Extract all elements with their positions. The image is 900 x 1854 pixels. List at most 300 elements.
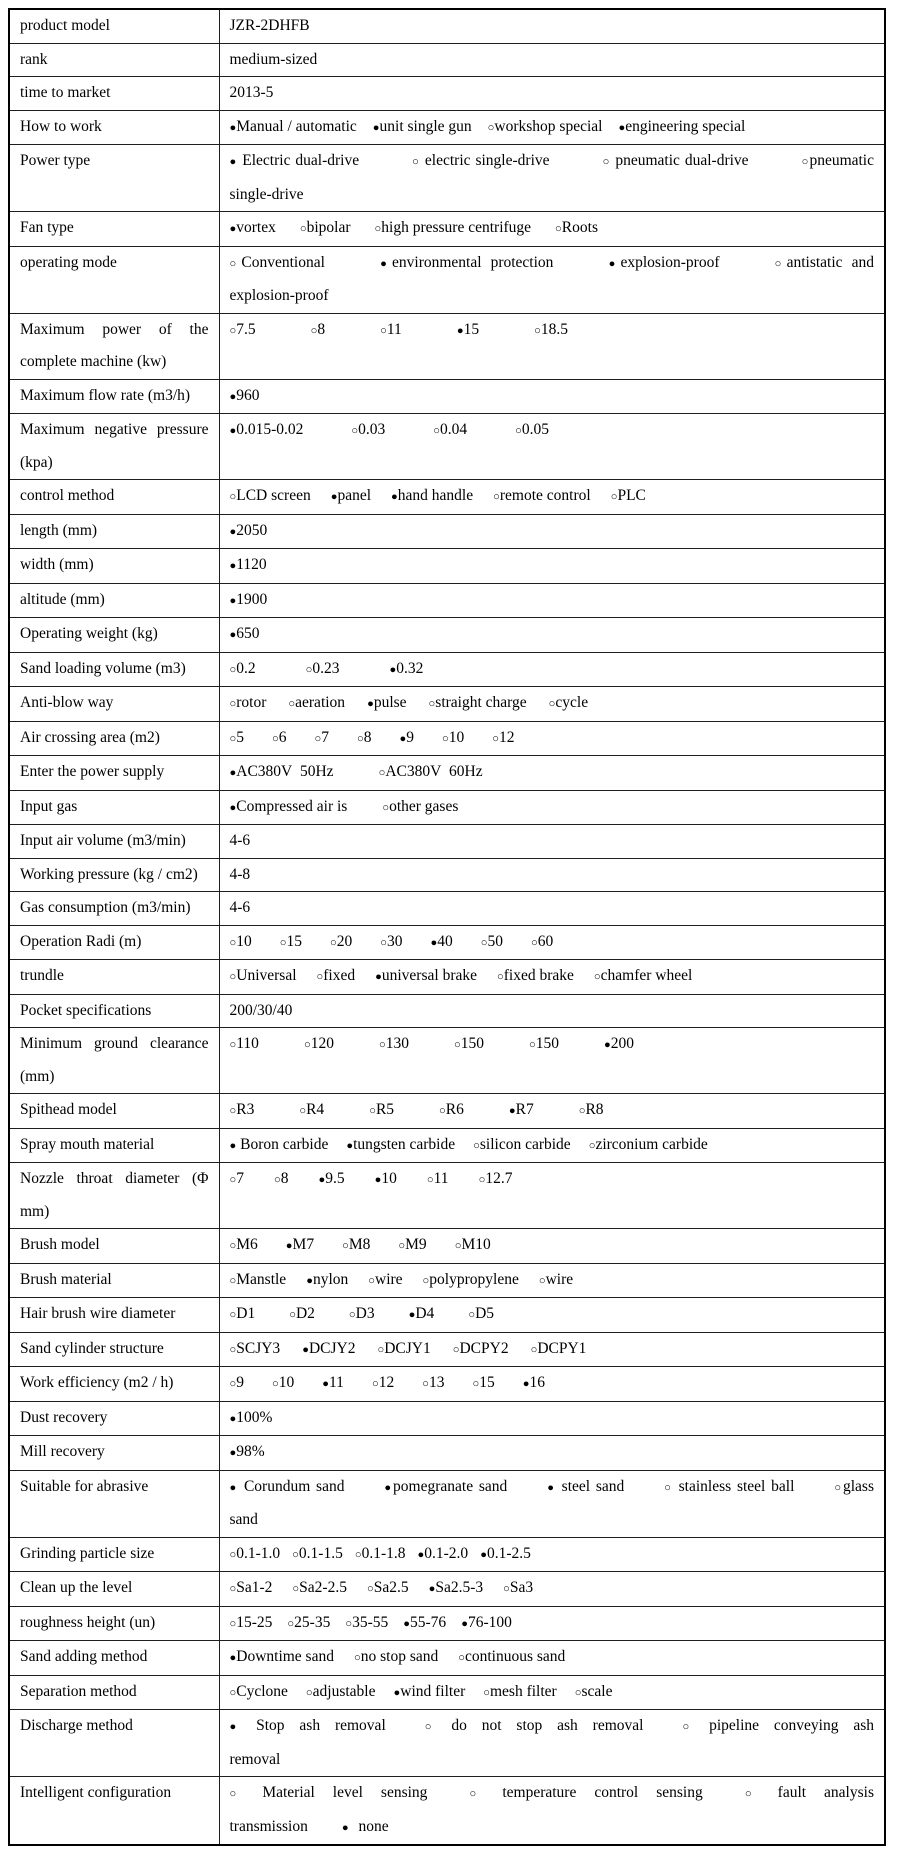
spec-row-label: Clean up the level xyxy=(9,1572,219,1607)
spec-row-label: Maximum flow rate (m3/h) xyxy=(9,379,219,414)
option-unselected: ○DCJY1 xyxy=(377,1339,431,1357)
option-unselected: ○scale xyxy=(574,1682,613,1700)
option-selected: ●DCJY2 xyxy=(302,1339,356,1357)
empty-circle-icon: ○ xyxy=(229,698,237,710)
option-unselected: ○workshop special xyxy=(487,117,603,135)
spec-row-value: 200/30/40 xyxy=(219,994,885,1028)
option-selected: ●0.32 xyxy=(389,659,424,677)
filled-circle-icon: ● xyxy=(346,1139,354,1152)
spec-row-value xyxy=(219,1675,885,1710)
empty-circle-icon: ○ xyxy=(305,663,313,676)
option-unselected: ○12 xyxy=(492,728,515,746)
empty-circle-icon: ○ xyxy=(292,1548,299,1561)
option-unselected: ○Universal xyxy=(229,967,297,984)
option-unselected: ○0.04 xyxy=(433,421,468,438)
empty-circle-icon: ○ xyxy=(593,971,601,983)
spec-row-label: Nozzle throat diameter (Φ mm) xyxy=(9,1163,219,1229)
option-unselected: ○DCPY1 xyxy=(530,1339,587,1357)
option-selected: ●Sa2.5-3 xyxy=(428,1579,484,1596)
option-unselected: ○glass sand xyxy=(229,1477,874,1528)
empty-circle-icon: ○ xyxy=(483,1686,490,1699)
option-unselected: ○15 xyxy=(279,932,302,950)
option-selected: ●11 xyxy=(322,1374,344,1391)
spec-row-value xyxy=(219,652,885,687)
empty-circle-icon: ○ xyxy=(503,1583,510,1595)
option-selected: ●0.015-0.02 xyxy=(229,421,304,438)
empty-circle-icon: ○ xyxy=(229,663,237,676)
filled-circle-icon: ● xyxy=(480,1548,487,1561)
spec-row-label: roughness height (un) xyxy=(9,1606,219,1641)
empty-circle-icon: ○ xyxy=(357,732,364,745)
option-unselected: ○8 xyxy=(274,1170,289,1187)
option-selected: ●55-76 xyxy=(403,1613,447,1631)
option-unselected: ○aeration xyxy=(288,694,346,711)
option-unselected: ○D3 xyxy=(348,1305,375,1322)
empty-circle-icon: ○ xyxy=(310,324,318,337)
option-selected: ●panel xyxy=(330,487,372,504)
spec-row-label: product model xyxy=(9,9,219,43)
empty-circle-icon: ○ xyxy=(442,732,449,745)
empty-circle-icon: ○ xyxy=(487,121,495,134)
filled-circle-icon: ● xyxy=(374,1174,382,1186)
empty-circle-icon: ○ xyxy=(354,1548,362,1561)
option-unselected: ○10 xyxy=(272,1374,295,1391)
option-unselected: ○ pipeline conveying ash removal xyxy=(229,1717,874,1768)
empty-circle-icon: ○ xyxy=(452,1343,460,1356)
empty-circle-icon: ○ xyxy=(426,1174,434,1186)
spec-row-value xyxy=(219,514,885,549)
empty-circle-icon: ○ xyxy=(229,1240,237,1252)
spec-row-value: medium-sized xyxy=(219,43,885,77)
option-unselected: ○50 xyxy=(480,932,503,950)
filled-circle-icon: ● xyxy=(603,1039,611,1051)
filled-circle-icon: ● xyxy=(306,1274,313,1287)
option-unselected: ○wire xyxy=(368,1270,403,1288)
filled-circle-icon: ● xyxy=(229,525,237,538)
empty-circle-icon: ○ xyxy=(588,1139,596,1152)
filled-circle-icon: ● xyxy=(229,425,237,437)
spec-row-label: Operation Radi (m) xyxy=(9,925,219,960)
option-unselected: ○10 xyxy=(229,932,252,950)
option-selected: ●vortex xyxy=(229,219,276,236)
empty-circle-icon: ○ xyxy=(493,491,500,503)
option-unselected: ○110 xyxy=(229,1035,259,1052)
table-row xyxy=(9,1572,885,1607)
spec-row-value: JZR-2DHFB xyxy=(219,9,885,43)
filled-circle-icon: ● xyxy=(372,121,380,134)
filled-circle-icon: ● xyxy=(508,1105,516,1117)
empty-circle-icon: ○ xyxy=(314,732,322,745)
table-row xyxy=(9,549,885,584)
option-unselected: ○10 xyxy=(442,728,465,746)
empty-circle-icon: ○ xyxy=(299,1105,307,1117)
spec-row-value xyxy=(219,1470,885,1537)
spec-table-body xyxy=(9,9,885,1845)
spec-row-label: control method xyxy=(9,480,219,515)
option-unselected: ○0.1-1.8 xyxy=(354,1544,406,1562)
spec-row-label: Grinding particle size xyxy=(9,1537,219,1572)
option-unselected: ○ electric single-drive xyxy=(411,152,550,169)
option-unselected: ○M9 xyxy=(398,1236,427,1253)
spec-row-label: time to market xyxy=(9,77,219,111)
spec-row-value xyxy=(219,1572,885,1607)
filled-circle-icon: ● xyxy=(229,121,237,134)
option-selected: ● Corundum sand xyxy=(229,1477,345,1495)
option-selected: ●200 xyxy=(603,1035,634,1052)
empty-circle-icon: ○ xyxy=(229,1583,237,1595)
empty-circle-icon: ○ xyxy=(398,1240,406,1252)
option-unselected: ○12 xyxy=(371,1374,395,1391)
empty-circle-icon: ○ xyxy=(272,732,279,745)
empty-circle-icon: ○ xyxy=(287,1617,295,1630)
spec-row-value xyxy=(219,1332,885,1367)
option-unselected: ○wire xyxy=(538,1270,574,1288)
option-unselected: ○R4 xyxy=(299,1101,325,1118)
option-unselected: ○R5 xyxy=(369,1101,395,1118)
spec-row-label: trundle xyxy=(9,960,219,995)
option-selected: ●9.5 xyxy=(318,1170,345,1187)
spec-row-label: Sand loading volume (m3) xyxy=(9,652,219,687)
option-selected: ●engineering special xyxy=(618,117,746,135)
option-unselected: ○mesh filter xyxy=(483,1682,557,1700)
option-selected: ● Electric dual-drive xyxy=(229,152,360,169)
empty-circle-icon: ○ xyxy=(411,156,420,168)
table-row xyxy=(9,994,885,1028)
option-unselected: ○11 xyxy=(426,1170,449,1187)
table-row xyxy=(9,313,885,379)
table-row xyxy=(9,1710,885,1777)
option-unselected: ○20 xyxy=(330,932,353,950)
option-selected: ●0.1-2.5 xyxy=(480,1544,531,1562)
empty-circle-icon: ○ xyxy=(601,156,611,168)
table-row xyxy=(9,1094,885,1129)
option-selected: ●pomegranate sand xyxy=(382,1477,508,1495)
option-selected: ●650 xyxy=(229,625,260,642)
option-selected: ●15 xyxy=(456,320,480,338)
empty-circle-icon: ○ xyxy=(555,223,562,235)
filled-circle-icon: ● xyxy=(229,1447,237,1459)
empty-circle-icon: ○ xyxy=(662,1481,673,1494)
empty-circle-icon: ○ xyxy=(769,257,787,270)
empty-circle-icon: ○ xyxy=(736,1788,760,1800)
table-row xyxy=(9,1436,885,1471)
empty-circle-icon: ○ xyxy=(382,801,390,814)
filled-circle-icon: ● xyxy=(618,121,626,134)
empty-circle-icon: ○ xyxy=(305,1686,313,1699)
empty-circle-icon: ○ xyxy=(378,1039,386,1051)
option-unselected: ○ Material level sensing xyxy=(229,1784,428,1801)
option-selected: ●hand handle xyxy=(391,487,474,504)
spec-row-label: altitude (mm) xyxy=(9,583,219,618)
filled-circle-icon: ● xyxy=(522,1378,530,1390)
option-unselected: ○Roots xyxy=(555,219,598,236)
empty-circle-icon: ○ xyxy=(274,1174,281,1186)
empty-circle-icon: ○ xyxy=(229,1343,237,1356)
option-unselected: ○Sa1-2 xyxy=(229,1579,273,1596)
empty-circle-icon: ○ xyxy=(229,1378,237,1390)
empty-circle-icon: ○ xyxy=(439,1105,446,1117)
option-unselected: ○Sa3 xyxy=(503,1579,534,1596)
option-selected: ● Stop ash removal xyxy=(229,1717,386,1734)
empty-circle-icon: ○ xyxy=(472,1378,480,1390)
empty-circle-icon: ○ xyxy=(515,425,522,437)
empty-circle-icon: ○ xyxy=(530,1343,538,1356)
option-selected: ●2050 xyxy=(229,521,268,539)
spec-row-value xyxy=(219,1777,885,1846)
option-unselected: ○150 xyxy=(453,1035,484,1052)
product-spec-table xyxy=(8,8,886,1846)
option-unselected: ○Sa2-2.5 xyxy=(292,1579,347,1596)
option-selected: ●1900 xyxy=(229,590,268,608)
empty-circle-icon: ○ xyxy=(454,1240,462,1252)
spec-row-value xyxy=(219,1229,885,1264)
table-row xyxy=(9,1263,885,1298)
spec-row-label: Dust recovery xyxy=(9,1401,219,1436)
spec-row-label: Work efficiency (m2 / h) xyxy=(9,1367,219,1402)
empty-circle-icon: ○ xyxy=(480,936,488,949)
spec-row-value: 4-8 xyxy=(219,858,885,892)
empty-circle-icon: ○ xyxy=(353,1652,361,1664)
filled-circle-icon: ● xyxy=(229,1652,237,1664)
table-row xyxy=(9,825,885,859)
table-row xyxy=(9,1163,885,1229)
spec-row-label: Anti-blow way xyxy=(9,687,219,722)
spec-row-value xyxy=(219,1436,885,1471)
empty-circle-icon: ○ xyxy=(366,1583,374,1595)
empty-circle-icon: ○ xyxy=(289,1309,296,1321)
empty-circle-icon: ○ xyxy=(422,1378,429,1390)
spec-row-label: Input air volume (m3/min) xyxy=(9,825,219,859)
empty-circle-icon: ○ xyxy=(279,936,287,949)
spec-row-value xyxy=(219,480,885,515)
table-row xyxy=(9,925,885,960)
empty-circle-icon: ○ xyxy=(229,1548,237,1561)
option-selected: ●explosion-proof xyxy=(603,253,720,271)
option-unselected: ○other gases xyxy=(382,797,459,815)
empty-circle-icon: ○ xyxy=(528,1039,536,1051)
option-unselected: ○remote control xyxy=(493,487,591,504)
table-row xyxy=(9,652,885,687)
option-unselected: ○adjustable xyxy=(305,1682,376,1700)
empty-circle-icon: ○ xyxy=(380,936,387,949)
filled-circle-icon: ● xyxy=(229,1412,237,1425)
empty-circle-icon: ○ xyxy=(229,1309,237,1321)
filled-circle-icon: ● xyxy=(229,560,237,572)
spec-row-value xyxy=(219,960,885,995)
option-unselected: ○straight charge xyxy=(428,694,527,711)
option-selected: ●960 xyxy=(229,386,260,404)
table-row xyxy=(9,892,885,926)
option-selected: ●100% xyxy=(229,1408,273,1426)
empty-circle-icon: ○ xyxy=(288,698,296,710)
table-row xyxy=(9,110,885,145)
filled-circle-icon: ● xyxy=(318,1174,326,1186)
filled-circle-icon: ● xyxy=(229,1481,239,1494)
option-selected: ● steel sand xyxy=(545,1477,625,1495)
option-unselected: ○pneumatic single-drive xyxy=(229,152,874,203)
option-unselected: ○7.5 xyxy=(229,320,256,338)
filled-circle-icon: ● xyxy=(382,1481,394,1494)
option-unselected: ○rotor xyxy=(229,694,267,711)
option-unselected: ○0.23 xyxy=(305,659,340,677)
filled-circle-icon: ● xyxy=(229,156,238,168)
option-unselected: ○Manstle xyxy=(229,1270,287,1288)
spec-row-label: Spray mouth material xyxy=(9,1128,219,1163)
empty-circle-icon: ○ xyxy=(378,767,386,779)
option-selected: ● Boron carbide xyxy=(229,1135,329,1153)
empty-circle-icon: ○ xyxy=(428,698,436,710)
option-selected: ●nylon xyxy=(306,1270,349,1288)
empty-circle-icon: ○ xyxy=(229,1686,237,1699)
option-selected: ●Compressed air is xyxy=(229,797,348,815)
option-unselected: ○PLC xyxy=(610,487,646,504)
option-unselected: ○ stainless steel ball xyxy=(662,1477,795,1495)
option-selected: ●40 xyxy=(430,932,453,950)
empty-circle-icon: ○ xyxy=(461,1788,485,1800)
spec-row-label: Minimum ground clearance (mm) xyxy=(9,1028,219,1094)
option-unselected: ○ do not stop ash removal xyxy=(419,1717,644,1734)
option-unselected: ○LCD screen xyxy=(229,487,311,504)
spec-row-value xyxy=(219,1163,885,1229)
option-unselected: ○15 xyxy=(472,1374,495,1391)
empty-circle-icon: ○ xyxy=(574,1686,582,1699)
spec-row-label: Discharge method xyxy=(9,1710,219,1777)
empty-circle-icon: ○ xyxy=(473,1139,480,1152)
empty-circle-icon: ○ xyxy=(800,156,810,168)
option-unselected: ○150 xyxy=(528,1035,559,1052)
option-unselected: ○bipolar xyxy=(299,219,351,236)
table-row xyxy=(9,1401,885,1436)
option-selected: ●0.1-2.0 xyxy=(417,1544,469,1562)
filled-circle-icon: ● xyxy=(229,390,237,403)
option-unselected: ○R8 xyxy=(578,1101,604,1118)
empty-circle-icon: ○ xyxy=(832,1481,843,1494)
option-unselected: ○DCPY2 xyxy=(452,1339,509,1357)
spec-row-value: 2013-5 xyxy=(219,77,885,111)
filled-circle-icon: ● xyxy=(417,1548,425,1561)
empty-circle-icon: ○ xyxy=(578,1105,586,1117)
spec-row-label: Intelligent configuration xyxy=(9,1777,219,1846)
spec-row-label: Maximum negative pressure (kpa) xyxy=(9,414,219,480)
table-row xyxy=(9,1675,885,1710)
spec-row-value xyxy=(219,583,885,618)
option-unselected: ○AC380V 60Hz xyxy=(378,763,483,780)
option-selected: ●tungsten carbide xyxy=(346,1135,456,1153)
spec-row-value xyxy=(219,721,885,756)
spec-row-label: Power type xyxy=(9,145,219,212)
option-unselected: ○5 xyxy=(229,728,244,746)
table-row xyxy=(9,480,885,515)
empty-circle-icon: ○ xyxy=(458,1652,465,1664)
filled-circle-icon: ● xyxy=(341,1821,349,1834)
empty-circle-icon: ○ xyxy=(229,936,237,949)
spec-row-label: Spithead model xyxy=(9,1094,219,1129)
option-unselected: ○R3 xyxy=(229,1101,255,1118)
option-selected: ●unit single gun xyxy=(372,117,472,135)
option-unselected: ○M8 xyxy=(342,1236,371,1253)
empty-circle-icon: ○ xyxy=(468,1309,476,1321)
spec-row-value xyxy=(219,1367,885,1402)
option-unselected: ○130 xyxy=(378,1035,409,1052)
spec-row-label: length (mm) xyxy=(9,514,219,549)
option-unselected: ○D1 xyxy=(229,1305,256,1322)
table-row xyxy=(9,77,885,111)
empty-circle-icon: ○ xyxy=(492,732,499,745)
option-unselected: ○continuous sand xyxy=(458,1648,566,1665)
empty-circle-icon: ○ xyxy=(229,1274,237,1287)
option-unselected: ○high pressure centrifuge xyxy=(374,219,532,236)
empty-circle-icon: ○ xyxy=(229,1039,237,1051)
option-unselected: ○no stop sand xyxy=(353,1648,439,1665)
option-unselected: ○Conventional xyxy=(229,253,325,271)
option-unselected: ○0.05 xyxy=(515,421,550,438)
empty-circle-icon: ○ xyxy=(419,1721,437,1733)
option-unselected: ○fixed xyxy=(316,967,356,984)
option-unselected: ○cycle xyxy=(548,694,589,711)
option-unselected: ○Sa2.5 xyxy=(366,1579,409,1596)
table-row xyxy=(9,43,885,77)
spec-row-value xyxy=(219,145,885,212)
empty-circle-icon: ○ xyxy=(229,1105,237,1117)
empty-circle-icon: ○ xyxy=(299,223,307,235)
spec-row-value xyxy=(219,110,885,145)
filled-circle-icon: ● xyxy=(603,257,621,270)
spec-row-value xyxy=(219,1263,885,1298)
option-unselected: ○chamfer wheel xyxy=(593,967,693,984)
option-unselected: ○ fault analysis transmission xyxy=(229,1784,874,1835)
spec-row-value xyxy=(219,414,885,480)
empty-circle-icon: ○ xyxy=(548,698,556,710)
spec-row-value xyxy=(219,1606,885,1641)
empty-circle-icon: ○ xyxy=(229,1617,237,1630)
option-unselected: ○SCJY3 xyxy=(229,1339,281,1357)
filled-circle-icon: ● xyxy=(229,223,237,235)
option-selected: ●pulse xyxy=(367,694,407,711)
empty-circle-icon: ○ xyxy=(377,1343,385,1356)
option-unselected: ○D5 xyxy=(468,1305,495,1322)
spec-row-value xyxy=(219,925,885,960)
option-unselected: ○13 xyxy=(422,1374,445,1391)
spec-row-label: Brush material xyxy=(9,1263,219,1298)
table-row xyxy=(9,212,885,247)
option-unselected: ○7 xyxy=(229,1170,244,1187)
spec-row-label: Gas consumption (m3/min) xyxy=(9,892,219,926)
empty-circle-icon: ○ xyxy=(348,1309,356,1321)
option-unselected: ○8 xyxy=(310,320,326,338)
table-row xyxy=(9,379,885,414)
spec-row-label: Fan type xyxy=(9,212,219,247)
filled-circle-icon: ● xyxy=(389,663,397,676)
table-row xyxy=(9,1229,885,1264)
filled-circle-icon: ● xyxy=(229,767,237,779)
spec-row-label: Maximum power of the complete machine (kw) xyxy=(9,313,219,379)
empty-circle-icon: ○ xyxy=(342,1240,349,1252)
option-unselected: ○D2 xyxy=(289,1305,315,1322)
option-unselected: ○30 xyxy=(380,932,403,950)
spec-row-value xyxy=(219,1401,885,1436)
empty-circle-icon: ○ xyxy=(478,1174,486,1186)
option-unselected: ○antistatic and explosion-proof xyxy=(229,253,874,304)
empty-circle-icon: ○ xyxy=(369,1105,376,1117)
option-selected: ●universal brake xyxy=(375,967,477,984)
option-selected: ●M7 xyxy=(285,1236,315,1253)
empty-circle-icon: ○ xyxy=(229,491,237,503)
filled-circle-icon: ● xyxy=(374,257,393,270)
table-row xyxy=(9,1367,885,1402)
table-row xyxy=(9,1128,885,1163)
filled-circle-icon: ● xyxy=(229,594,237,607)
spec-row-value: 4-6 xyxy=(219,892,885,926)
